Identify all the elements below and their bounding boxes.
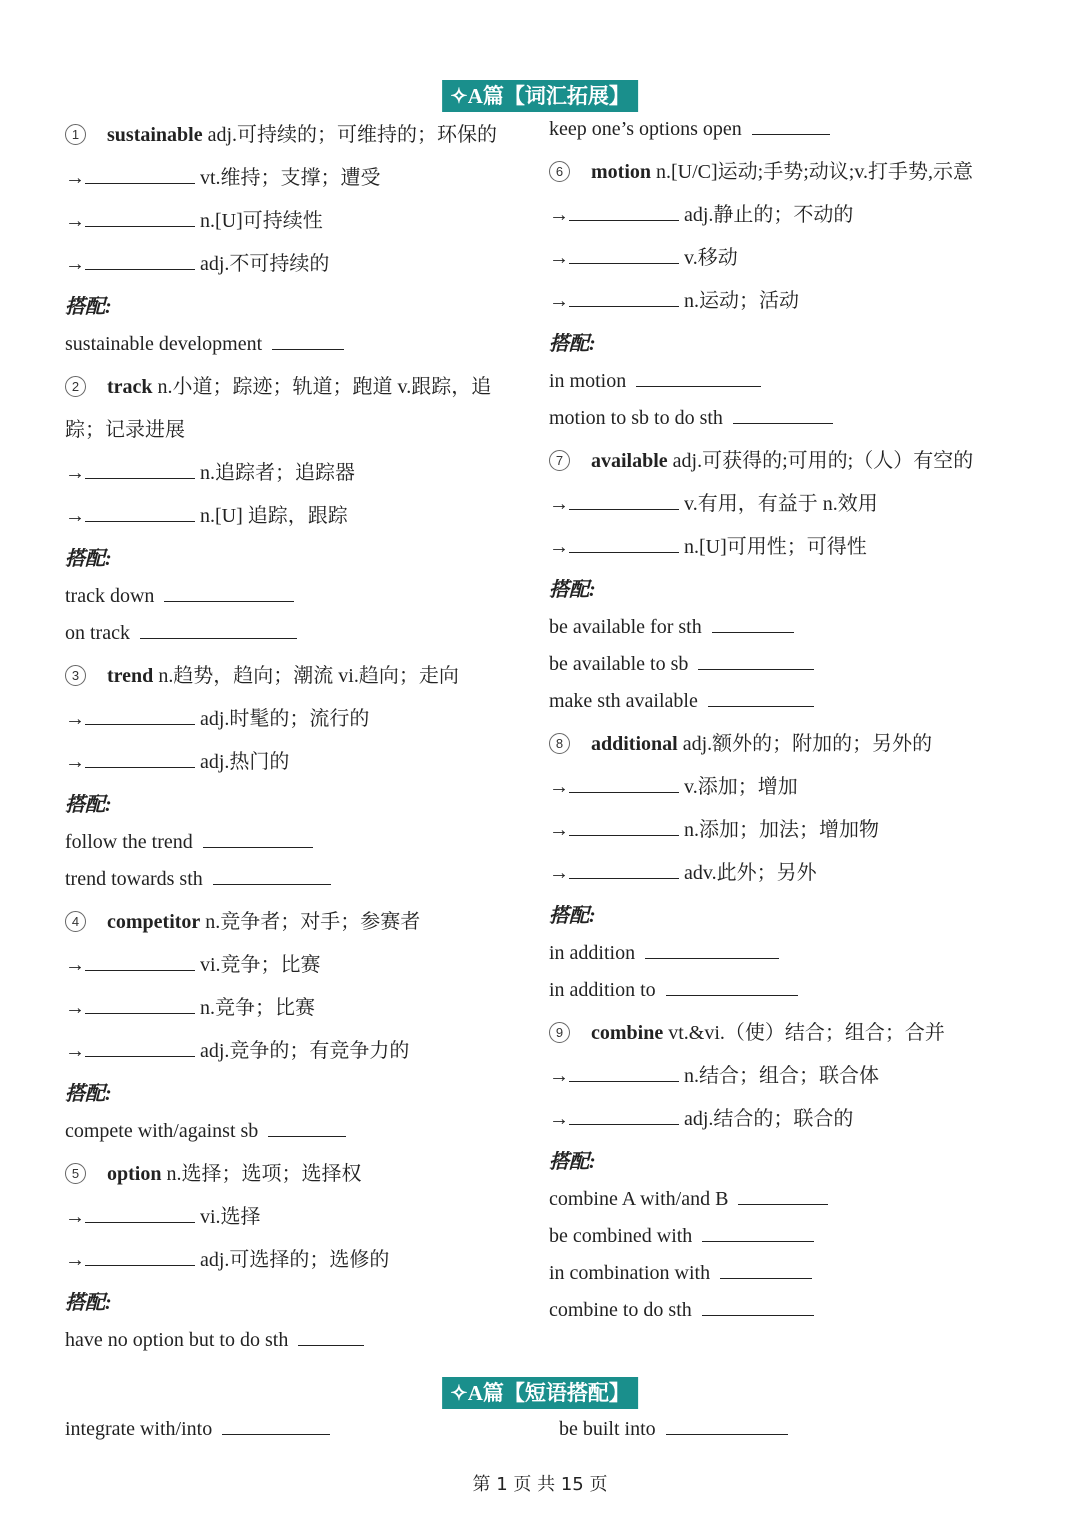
derivative-line: → adj.时髦的；流行的: [65, 708, 370, 730]
entry-number: 8: [549, 733, 570, 754]
definition-continued: 踪；记录进展: [65, 419, 185, 441]
headword: available: [591, 450, 668, 472]
answer-blank[interactable]: [85, 1206, 195, 1223]
collocation-line: trend towards sth: [65, 868, 535, 905]
definition: n.小道；踪迹；轨道；跑道 v.跟踪，追: [152, 376, 492, 398]
derivative-line: → adj.不可持续的: [65, 253, 330, 275]
answer-blank[interactable]: [569, 247, 679, 264]
collocation-line: combine to do sth: [549, 1299, 1039, 1336]
derivative-line: → n.[U]可用性；可得性: [549, 536, 867, 558]
answer-blank[interactable]: [569, 1108, 679, 1125]
derivative-line: → v.添加；增加: [549, 776, 798, 798]
derivative-line: → n.[U] 追踪，跟踪: [65, 505, 348, 527]
derivative-line: → adj.竞争的；有竞争力的: [65, 1040, 410, 1062]
answer-blank[interactable]: [720, 1262, 812, 1279]
right-column: [549, 118, 1039, 1336]
collocation-label: 搭配:: [65, 794, 112, 816]
answer-blank[interactable]: [708, 690, 814, 707]
answer-blank[interactable]: [645, 942, 779, 959]
collocation-label: 搭配:: [65, 296, 112, 318]
entry-number: 4: [65, 911, 86, 932]
derivative-line: → n.添加；加法；增加物: [549, 819, 879, 841]
answer-blank[interactable]: [85, 751, 195, 768]
answer-blank[interactable]: [702, 1225, 814, 1242]
answer-blank[interactable]: [268, 1120, 346, 1137]
answer-blank[interactable]: [85, 167, 195, 184]
collocation-line: in motion: [549, 370, 1039, 407]
collocation-line: follow the trend: [65, 831, 535, 868]
answer-blank[interactable]: [164, 585, 294, 602]
answer-blank[interactable]: [569, 493, 679, 510]
section-title-phrases: ✧A篇【短语搭配】: [442, 1377, 638, 1409]
answer-blank[interactable]: [569, 536, 679, 553]
definition: n.[U/C]运动;手势;动议;v.打手势,示意: [651, 161, 974, 183]
collocation-line: combine A with/and B: [549, 1188, 1039, 1225]
collocation-label: 搭配:: [549, 333, 596, 355]
entry-number: 1: [65, 124, 86, 145]
definition: n.选择；选项；选择权: [161, 1163, 362, 1185]
entry-header: [65, 659, 535, 702]
answer-blank[interactable]: [569, 819, 679, 836]
answer-blank[interactable]: [85, 708, 195, 725]
entry-header: [65, 370, 535, 413]
entry-header: [549, 155, 1039, 198]
collocation-line: in combination with: [549, 1262, 1039, 1299]
collocation-line: be combined with: [549, 1225, 1039, 1262]
derivative-line: → adv.此外；另外: [549, 862, 817, 884]
answer-blank[interactable]: [569, 290, 679, 307]
collocation-line: in addition to: [549, 979, 1039, 1016]
left-column: [65, 118, 535, 1366]
collocation-label: 搭配:: [65, 1292, 112, 1314]
answer-blank[interactable]: [569, 776, 679, 793]
collocation-label: 搭配:: [549, 579, 596, 601]
derivative-line: → vi.选择: [65, 1206, 261, 1228]
answer-blank[interactable]: [666, 1418, 788, 1435]
derivative-line: → n.结合；组合；联合体: [549, 1065, 879, 1087]
derivative-line: → adj.热门的: [65, 751, 290, 773]
entry-header: [65, 905, 535, 948]
entry-number: 6: [549, 161, 570, 182]
derivative-line: → v.移动: [549, 247, 738, 269]
derivative-line: → adj.可选择的；选修的: [65, 1249, 390, 1271]
derivative-line: → vt.维持；支撑；遭受: [65, 167, 381, 189]
entry-header: [65, 1157, 535, 1200]
derivative-line: → vi.竞争；比赛: [65, 954, 321, 976]
headword: trend: [107, 665, 154, 687]
headword: track: [107, 376, 153, 398]
collocation-line: sustainable development: [65, 333, 535, 370]
derivative-line: → v.有用，有益于 n.效用: [549, 493, 878, 515]
answer-blank[interactable]: [85, 210, 195, 227]
answer-blank[interactable]: [738, 1188, 828, 1205]
answer-blank[interactable]: [272, 333, 344, 350]
answer-blank[interactable]: [569, 204, 679, 221]
collocation-line: be available to sb: [549, 653, 1039, 690]
collocation-line: motion to sb to do sth: [549, 407, 1039, 444]
answer-blank[interactable]: [733, 407, 833, 424]
collocation-line: in addition: [549, 942, 1039, 979]
collocation-line: be available for sth: [549, 616, 1039, 653]
answer-blank[interactable]: [85, 505, 195, 522]
answer-blank[interactable]: [222, 1418, 330, 1435]
entry-number: 9: [549, 1022, 570, 1043]
entry-header: [549, 727, 1039, 770]
derivative-line: → n.竞争；比赛: [65, 997, 315, 1019]
headword: competitor: [107, 911, 201, 933]
definition: adj.可获得的;可用的;（人）有空的: [667, 450, 974, 472]
collocation-label: 搭配:: [65, 1083, 112, 1105]
definition: n.竞争者；对手；参赛者: [200, 911, 421, 933]
answer-blank[interactable]: [213, 868, 331, 885]
definition: n.趋势，趋向；潮流 vi.趋向；走向: [153, 665, 459, 687]
derivative-line: → n.运动；活动: [549, 290, 799, 312]
answer-blank[interactable]: [569, 862, 679, 879]
definition: adj.可持续的；可维持的；环保的: [202, 124, 498, 146]
collocation-label: 搭配:: [65, 548, 112, 570]
section-title-vocabulary: ✧A篇【词汇拓展】: [442, 80, 638, 112]
answer-blank[interactable]: [85, 1040, 195, 1057]
entry-header: [549, 444, 1039, 487]
phrase-line: be built into: [559, 1418, 788, 1441]
derivative-line: → n.追踪者；追踪器: [65, 462, 355, 484]
derivative-line: → adj.结合的；联合的: [549, 1108, 854, 1130]
entry-number: 5: [65, 1163, 86, 1184]
headword: option: [107, 1163, 162, 1185]
headword: combine: [591, 1022, 664, 1044]
derivative-line: → n.[U]可持续性: [65, 210, 323, 232]
derivative-line: → adj.静止的；不动的: [549, 204, 854, 226]
answer-blank[interactable]: [702, 1299, 814, 1316]
definition: adj.额外的；附加的；另外的: [677, 733, 933, 755]
collocation-label: 搭配:: [549, 1151, 596, 1173]
entry-number: 7: [549, 450, 570, 471]
answer-blank[interactable]: [140, 622, 297, 639]
collocation-line: make sth available: [549, 690, 1039, 727]
answer-blank[interactable]: [85, 462, 195, 479]
headword: sustainable: [107, 124, 203, 146]
answer-blank[interactable]: [85, 954, 195, 971]
entry-header: [65, 118, 535, 161]
answer-blank[interactable]: [636, 370, 761, 387]
collocation-line: have no option but to do sth: [65, 1329, 535, 1366]
answer-blank[interactable]: [85, 253, 195, 270]
entry-number: 2: [65, 376, 86, 397]
answer-blank[interactable]: [85, 997, 195, 1014]
answer-blank[interactable]: [85, 1249, 195, 1266]
collocation-line: track down: [65, 585, 535, 622]
headword: additional: [591, 733, 678, 755]
collocation-line: keep one’s options open: [549, 118, 1039, 155]
definition: vt.&vi.（使）结合；组合；合并: [663, 1022, 945, 1044]
answer-blank[interactable]: [298, 1329, 364, 1346]
entry-header: [549, 1016, 1039, 1059]
answer-blank[interactable]: [752, 118, 830, 135]
entry-number: 3: [65, 665, 86, 686]
collocation-line: compete with/against sb: [65, 1120, 535, 1157]
phrase-line: integrate with/into: [65, 1418, 330, 1441]
answer-blank[interactable]: [569, 1065, 679, 1082]
answer-blank[interactable]: [698, 653, 814, 670]
page-footer: 第 1 页 共 15 页: [472, 1474, 608, 1495]
answer-blank[interactable]: [666, 979, 798, 996]
answer-blank[interactable]: [712, 616, 794, 633]
collocation-label: 搭配:: [549, 905, 596, 927]
answer-blank[interactable]: [203, 831, 313, 848]
headword: motion: [591, 161, 651, 183]
collocation-line: on track: [65, 622, 535, 659]
